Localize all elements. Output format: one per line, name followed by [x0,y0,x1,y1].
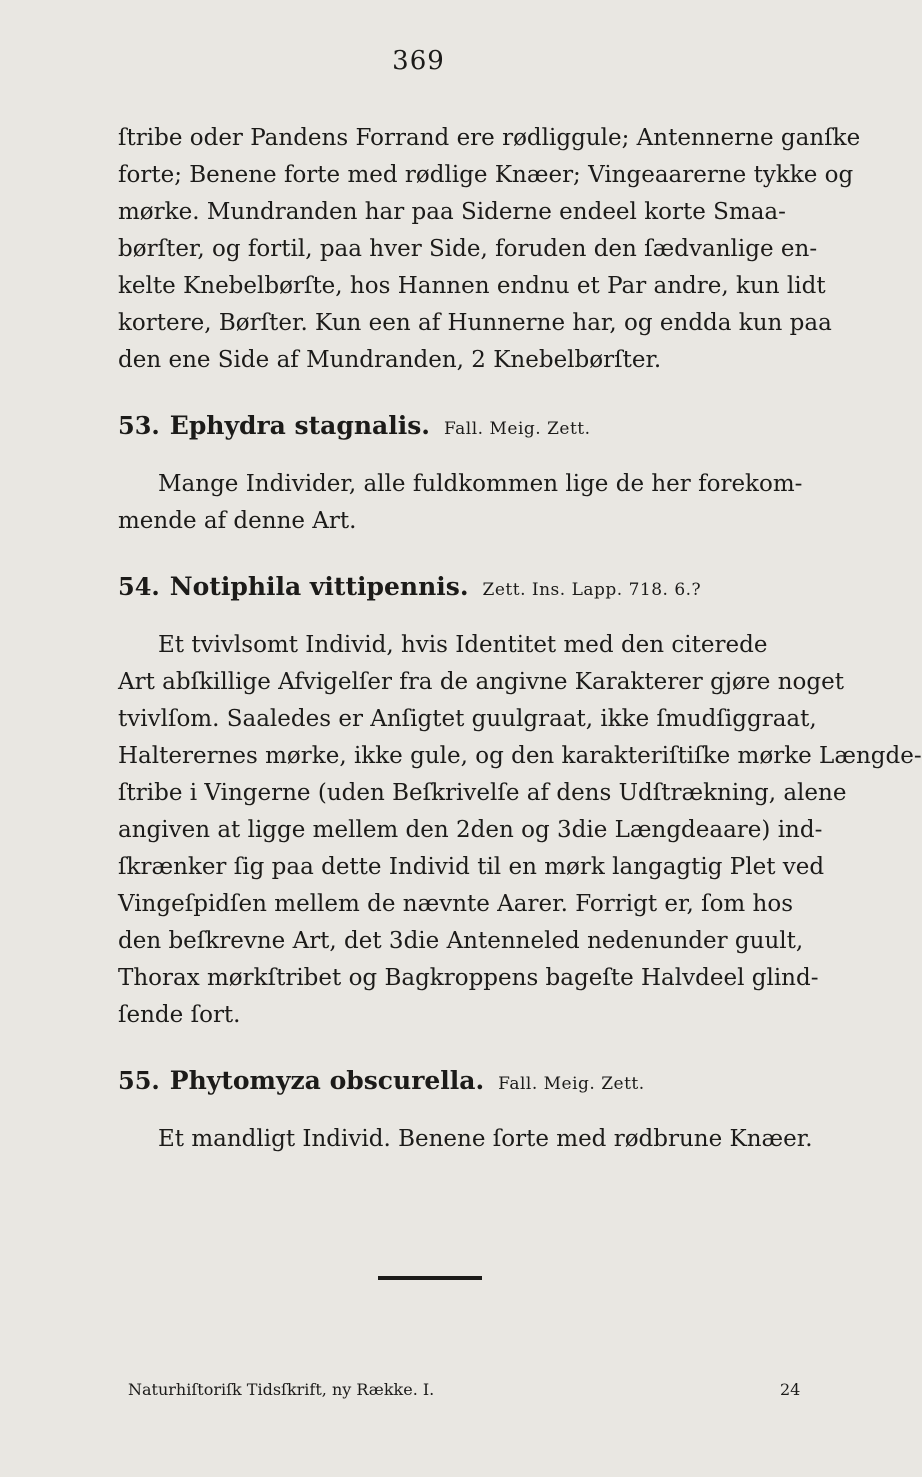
text-line: Et tvivlsomt Individ, hvis Identitet med den citerede [158,632,768,658]
text-line: mørke. Mundranden har paa Siderne endeel korte Smaa- [118,199,786,225]
species-authority: Zett. Ins. Lapp. 718. 6.? [482,580,702,600]
text-line: ſkrænker ſig paa dette Individ til en mørk langagtig Plet ved [118,854,825,880]
text-line: den beſkrevne Art, det 3die Antenneled nedenunder guult, [118,928,804,954]
text-line: Thorax mørkſtribet og Bagkroppens bageſte Halvdeel glind- [118,965,819,991]
text-line: forte; Benene forte med rødlige Knæer; Vingeaarerne tykke og [118,162,854,188]
text-line: Vingeſpidſen mellem de nævnte Aarer. Forrigt er, ſom hos [118,891,794,917]
text-line: kelte Knebelbørſte, hos Hannen endnu et Par andre, kun lidt [118,273,826,299]
text-line: angiven at ligge mellem den 2den og 3die Længdeaare) ind- [118,817,823,843]
section-number: 54. [118,572,160,601]
section-heading-54 [118,568,798,605]
top-paragraph [118,120,922,1158]
species-name: Ephydra stagnalis. [169,411,431,440]
species-authority: Fall. Meig. Zett. [498,1074,645,1094]
species-authority: Fall. Meig. Zett. [444,419,591,439]
species-name: Phytomyza obscurella. [169,1066,485,1095]
text-line: Art abſkillige Afvigelſer fra de angivne Karakterer gjøre noget [118,669,844,695]
text-line: kortere, Børſter. Kun een af Hunnerne har, og endda kun paa [118,310,832,336]
text-line: ſende ſort. [118,1002,241,1028]
text-line: Mange Individer, alle fuldkommen lige de her forekom- [158,471,803,497]
text-line: børſter, og fortil, paa hver Side, foruden den ſædvanlige en- [118,236,818,262]
text-line: tvivlſom. Saaledes er Anſigtet guulgraat, ikke ſmudſiggraat, [118,706,817,732]
page-number: 369 [392,46,445,76]
section-heading-53 [118,407,798,444]
section-number: 53. [118,411,160,440]
footer-signature: 24 [780,1380,801,1399]
text-line: Halterernes mørke, ikke gule, og den karakteriſtiſke mørke Længde- [118,743,922,769]
text-line: mende af denne Art. [118,508,357,534]
section-end-rule [378,1276,482,1280]
section-number: 55. [118,1066,160,1095]
species-name: Notiphila vittipennis. [169,572,469,601]
text-line: ſtribe i Vingerne (uden Beſkrivelſe af dens Udſtrækning, alene [118,780,847,806]
section-heading-55 [118,1062,798,1099]
text-line: ſtribe oder Pandens Forrand ere rødliggule; Antennerne ganſke [118,125,861,151]
text-line: Et mandligt Individ. Benene ſorte med rødbrune Knæer. [158,1126,813,1152]
text-line: den ene Side af Mundranden, 2 Knebelbørſter. [118,347,662,373]
footer-journal-title: Naturhiſtoriſk Tidsſkrift, ny Række. I. [128,1380,435,1399]
